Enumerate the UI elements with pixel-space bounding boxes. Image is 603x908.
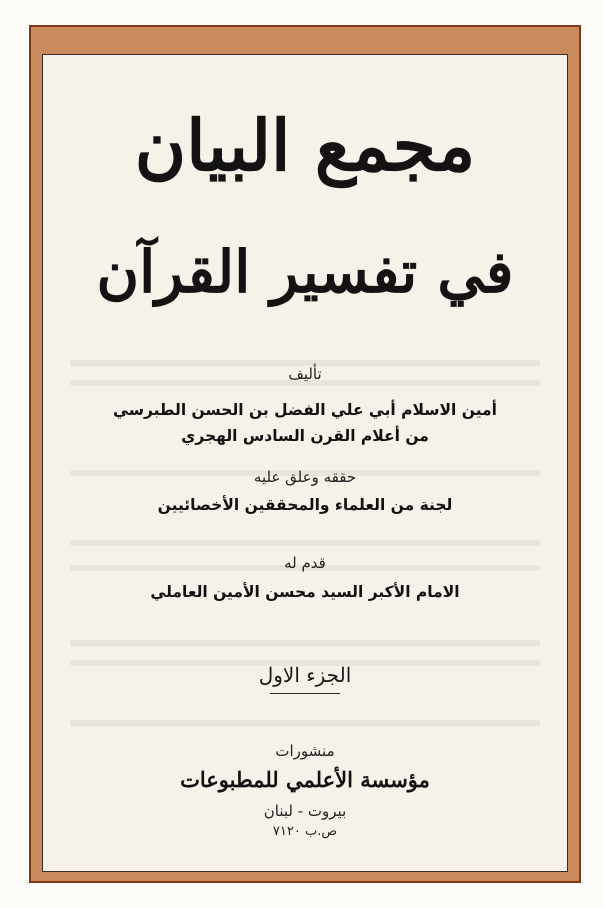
introducer-name: الامام الأكبر السيد محسن الأمين العاملي [150, 583, 460, 601]
book-title-sub: في تفسير القرآن [96, 238, 514, 306]
authored-by-label: تأليف [288, 365, 322, 383]
author-name: أمين الاسلام أبي علي الفضل بن الحسن الطبرسي [113, 401, 497, 419]
introduced-by-label: قدم له [284, 554, 326, 572]
edited-by-label: حققه وعلق عليه [253, 468, 357, 486]
publisher-city: بيروت - لبنان [263, 802, 347, 820]
publisher-label: منشورات [275, 742, 335, 760]
bleed-through-mark [70, 540, 540, 546]
publisher-po-box: ص.ب ٧١٢٠ [272, 824, 338, 839]
volume-label: الجزء الاول [258, 663, 352, 687]
book-title-main: مجمع البيان [134, 104, 476, 187]
volume-underline [270, 693, 340, 694]
author-era: من أعلام القرن السادس الهجري [181, 427, 429, 445]
publisher-name: مؤسسة الأعلمي للمطبوعات [180, 767, 430, 792]
editors-name: لجنة من العلماء والمحققين الأخصائيين [157, 496, 453, 514]
bleed-through-mark [70, 640, 540, 646]
bleed-through-mark [70, 720, 540, 726]
